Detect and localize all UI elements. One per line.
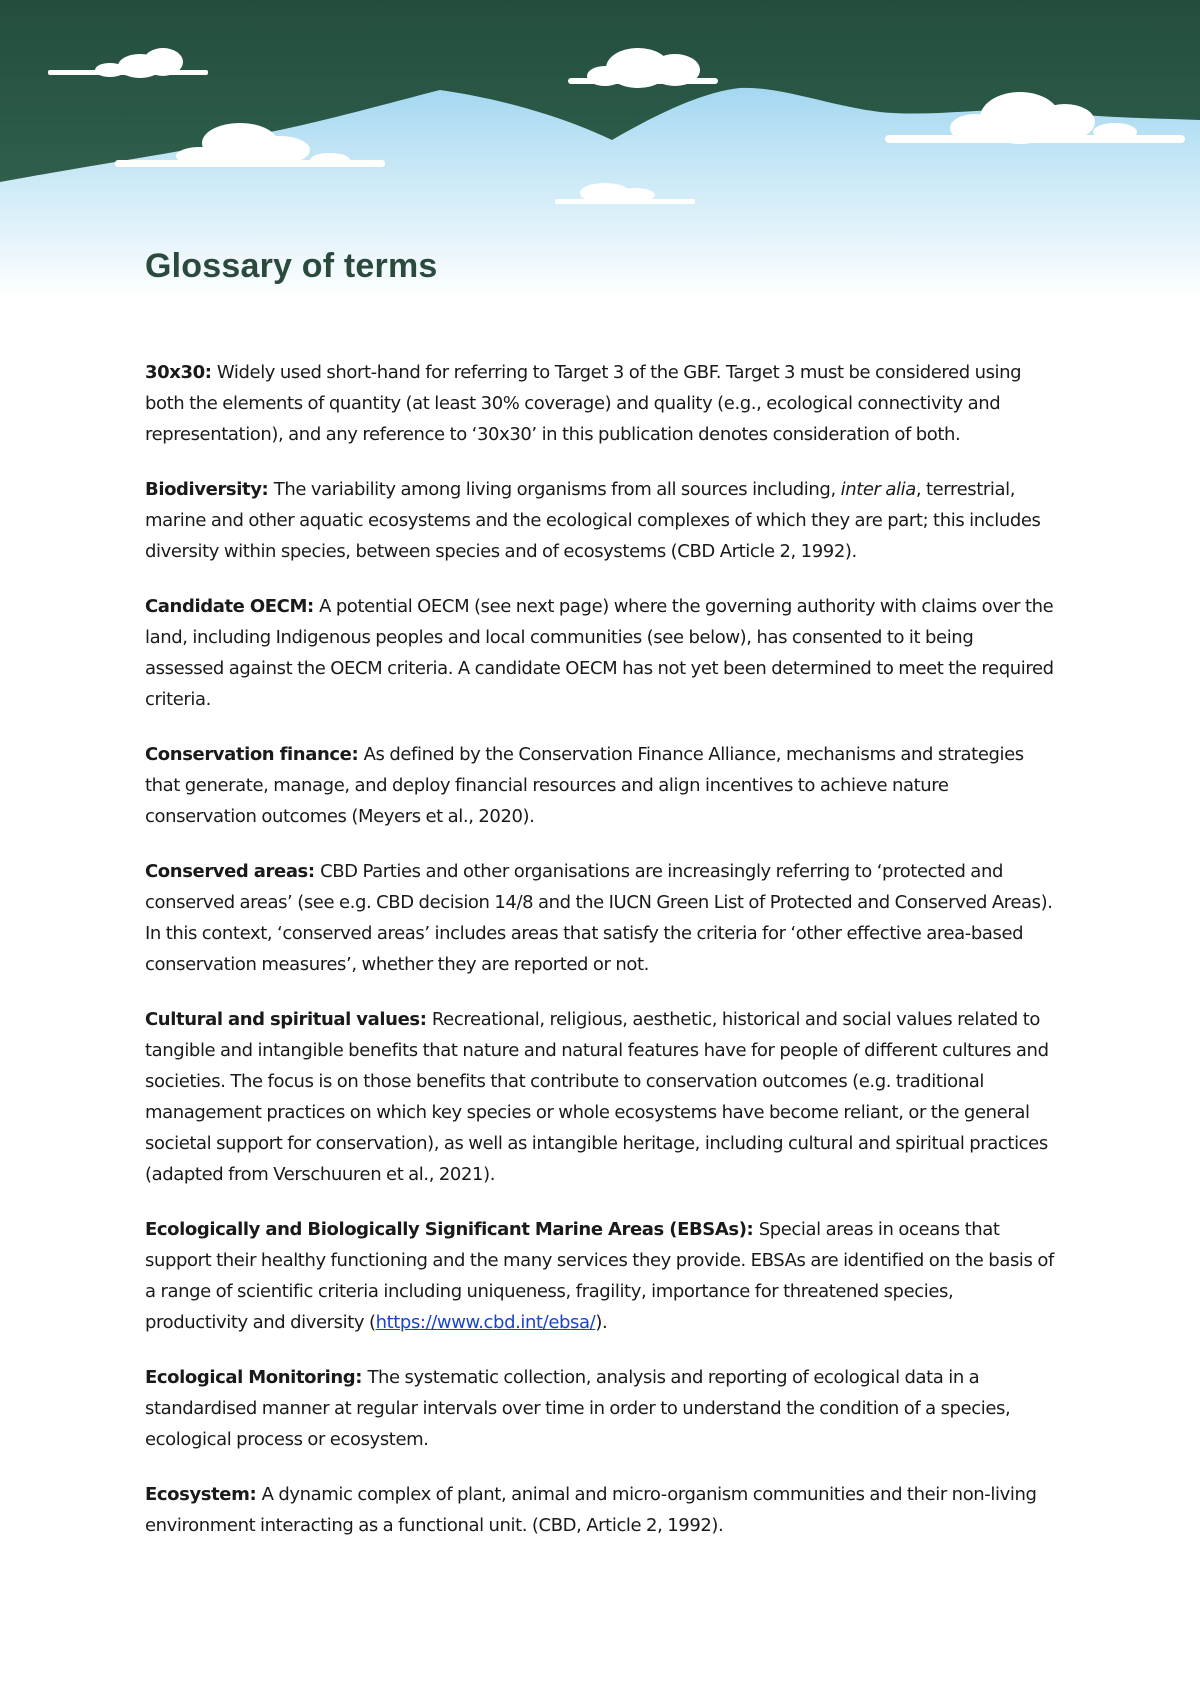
term-definition: Widely used short-hand for referring to Target 3 of the GBF. Target 3 must be considered using both the elements of quantity (at least 30% coverage) and quality (e.g., ecological connectivity and representation), and any reference to ‘30x30’ in this publication denotes consideration of both. (145, 362, 1022, 445)
term-definition: The systematic collection, analysis and reporting of ecological data in a standardised manner at regular intervals over time in order to understand the condition of a species, ecological process or ecosystem. (145, 1367, 1011, 1450)
term-definition: As defined by the Conservation Finance Alliance, mechanisms and strategies that generate, manage, and deploy financial resources and align incentives to achieve nature conservation outcomes (Meyers et al., 2020). (145, 744, 1024, 827)
term-definition: CBD Parties and other organisations are increasingly referring to ‘protected and conserved areas’ (see e.g. CBD decision 14/8 and the IUCN Green List of Protected and Conserved Areas). In this context, ‘conserved areas’ includes areas that satisfy the criteria for ‘other effective area-based conservation measures’, whether they are reported or not. (145, 861, 1053, 975)
term-definition: A dynamic complex of plant, animal and micro-organism communities and their non-living environment interacting as a functional unit. (CBD, Article 2, 1992). (145, 1484, 1037, 1536)
glossary-entry-30x30 (145, 357, 1057, 450)
term-name: Biodiversity: (145, 479, 269, 500)
glossary-entry-conservation-finance (145, 739, 1057, 832)
term-definition: The variability among living organisms from all sources including, (273, 479, 841, 500)
term-name: Cultural and spiritual values: (145, 1009, 427, 1030)
term-definition: A potential OECM (see next page) where the governing authority with claims over the land, including Indigenous peoples and local communities (see below), has consented to it being assessed against the OECM criteria. A candidate OECM has not yet been determined to meet the required criteria. (145, 596, 1054, 710)
term-definition: Recreational, religious, aesthetic, historical and social values related to tangible and intangible benefits that nature and natural features have for people of different cultures and societies. The focus is on those benefits that contribute to conservation outcomes (e.g. traditional management practices on which key species or whole ecosystems have become reliant, or the general societal support for conservation), as well as intangible heritage, including cultural and spiritual practices (adapted from Verschuuren et al., 2021). (145, 1009, 1049, 1185)
glossary-entry-candidate-oecm (145, 591, 1057, 715)
glossary-entry-ebsas (145, 1214, 1057, 1338)
glossary-entry-biodiversity (145, 474, 1057, 567)
term-definition: ). (595, 1312, 608, 1333)
term-definition-italic: inter alia (840, 479, 916, 500)
term-name: Ecosystem: (145, 1484, 257, 1505)
glossary-entry-ecological-monitoring (145, 1362, 1057, 1455)
ebsa-link[interactable]: https://www.cbd.int/ebsa/ (375, 1312, 596, 1333)
term-name: Candidate OECM: (145, 596, 314, 617)
glossary-list (145, 357, 1057, 1565)
glossary-entry-ecosystem (145, 1479, 1057, 1541)
page-title: Glossary of terms (145, 247, 438, 285)
term-name: Conserved areas: (145, 861, 315, 882)
glossary-entry-conserved-areas (145, 856, 1057, 980)
term-definition: , terrestrial, marine and other aquatic ecosystems and the ecological complexes of which they are part; this includes diversity within species, between species and of ecosystems (CBD Article 2, 1992). (145, 479, 1041, 562)
term-name: Conservation finance: (145, 744, 359, 765)
term-name: Ecologically and Biologically Significant Marine Areas (EBSAs): (145, 1219, 754, 1240)
glossary-entry-cultural-spiritual-values (145, 1004, 1057, 1190)
term-definition: Special areas in oceans that support their healthy functioning and the many services they provide. EBSAs are identified on the basis of a range of scientific criteria including uniqueness, fragility, importance for threatened species, productivity and diversity ( (145, 1219, 1054, 1333)
term-name: Ecological Monitoring: (145, 1367, 363, 1388)
term-name: 30x30: (145, 362, 212, 383)
